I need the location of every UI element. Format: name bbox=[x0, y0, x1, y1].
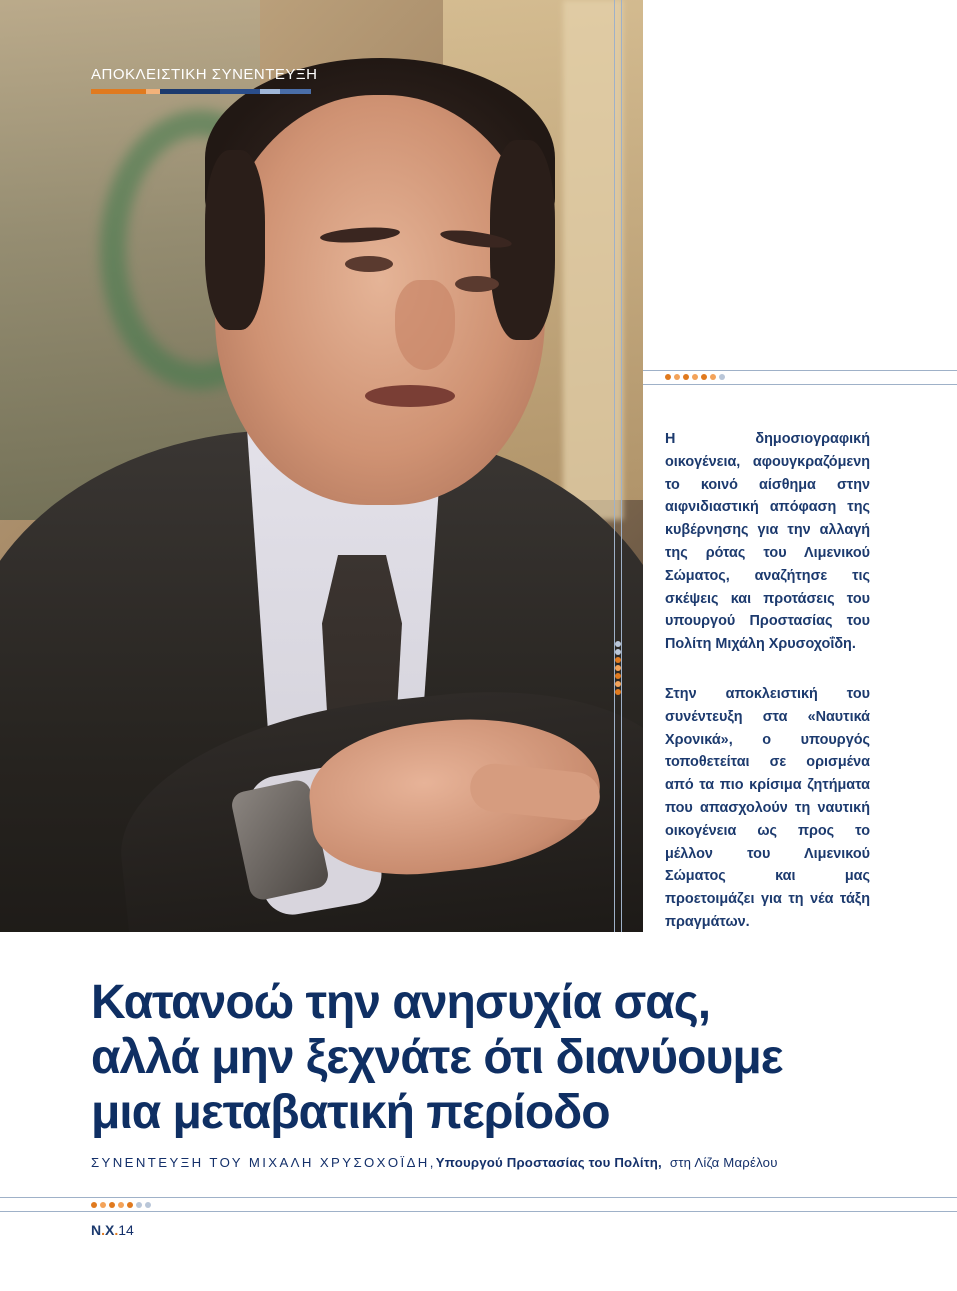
decor-dot bbox=[615, 641, 621, 647]
kicker-bar-seg bbox=[220, 89, 260, 94]
decor-dot bbox=[615, 689, 621, 695]
page-mid: Χ bbox=[105, 1222, 115, 1238]
headline-line-2: αλλά μην ξεχνάτε ότι διανύουμε bbox=[91, 1031, 783, 1084]
decor-dot bbox=[145, 1202, 151, 1208]
footer-rule bbox=[0, 1197, 957, 1198]
footer-dots bbox=[91, 1202, 151, 1208]
decor-dot bbox=[109, 1202, 115, 1208]
page-dot: . bbox=[101, 1222, 106, 1238]
kicker-bar-seg bbox=[260, 89, 280, 94]
sidebar-rule-top-2 bbox=[643, 384, 957, 385]
byline-role: Υπουργού Προστασίας του Πολίτη, bbox=[435, 1155, 662, 1170]
decor-dot bbox=[615, 649, 621, 655]
decor-dot bbox=[127, 1202, 133, 1208]
photo-eye-left bbox=[345, 256, 393, 272]
article-byline bbox=[91, 1155, 778, 1170]
decor-dot bbox=[118, 1202, 124, 1208]
decor-dot bbox=[615, 665, 621, 671]
decor-dot bbox=[692, 374, 698, 380]
decor-dot bbox=[665, 374, 671, 380]
portrait-photo bbox=[0, 0, 643, 932]
guide-line-2 bbox=[621, 0, 622, 932]
photo-mouth bbox=[365, 385, 455, 407]
decor-dot bbox=[674, 374, 680, 380]
decor-dot bbox=[91, 1202, 97, 1208]
headline-line-3: μια μεταβατική περίοδο bbox=[91, 1086, 610, 1139]
headline-line-1: Κατανοώ την ανησυχία σας, bbox=[91, 976, 711, 1029]
kicker-bar-seg bbox=[280, 89, 311, 94]
photo-nose bbox=[395, 280, 455, 370]
kicker-bar-seg bbox=[160, 89, 220, 94]
section-kicker: ΑΠΟΚΛΕΙΣΤΙΚΗ ΣΥΝΕΝΤΕΥΞΗ bbox=[91, 66, 318, 83]
decor-dot bbox=[100, 1202, 106, 1208]
sidebar-dots-vertical bbox=[615, 641, 621, 695]
page-dot-2: . bbox=[114, 1222, 119, 1238]
sidebar-dots-top bbox=[665, 374, 725, 380]
page-number-value: 14 bbox=[118, 1222, 134, 1238]
photo-eye-right bbox=[455, 276, 499, 292]
byline-interview-of: ΣΥΝΕΝΤΕΥΞΗ ΤΟΥ ΜΙΧΑΛΗ ΧΡΥΣΟΧΟΪΔΗ, bbox=[91, 1155, 436, 1170]
decor-dot bbox=[136, 1202, 142, 1208]
decor-dot bbox=[719, 374, 725, 380]
kicker-bar-seg bbox=[146, 89, 160, 94]
intro-paragraph: Η δημοσιογραφική οικογένεια, αφουγκραζόμενη το κοινό αίσθημα στην αιφνιδιαστική απόφαση της κυβέρνησης για την αλλαγή της ρότας του Λιμενικού Σώματος, αναζήτησε τις σκέψεις και προτάσεις του υπουργού Προστασίας του Πολίτη Μιχάλη Χρυσοχοΐδη. bbox=[665, 431, 870, 653]
sidebar-rule-top bbox=[643, 370, 957, 371]
decor-dot bbox=[710, 374, 716, 380]
article-headline bbox=[91, 975, 911, 1140]
footer-rule-2 bbox=[0, 1211, 957, 1212]
second-paragraph: Στην αποκλειστική του συνέντευξη στα «Ναυτικά Χρονικά», ο υπουργός τοποθετείται σε ορισμένα από τα πιο κρίσιμα ζητήματα που απασχολούν τη ναυτική οικογένεια ως προς το μέλλον του Λιμενικού Σώματος και μας προετοιμάζει για τη νέα τάξη πραγμάτων. bbox=[665, 686, 870, 930]
decor-dot bbox=[615, 681, 621, 687]
decor-dot bbox=[683, 374, 689, 380]
decor-dot bbox=[615, 657, 621, 663]
decor-dot bbox=[701, 374, 707, 380]
byline-author: στη Λίζα Μαρέλου bbox=[669, 1155, 778, 1170]
decor-dot bbox=[615, 673, 621, 679]
page-prefix: Ν bbox=[91, 1222, 102, 1238]
kicker-color-bar bbox=[91, 89, 311, 94]
page-number bbox=[91, 1222, 134, 1238]
photo-hair-left bbox=[205, 150, 265, 330]
guide-line-1 bbox=[614, 0, 615, 932]
kicker-bar-seg bbox=[91, 89, 146, 94]
